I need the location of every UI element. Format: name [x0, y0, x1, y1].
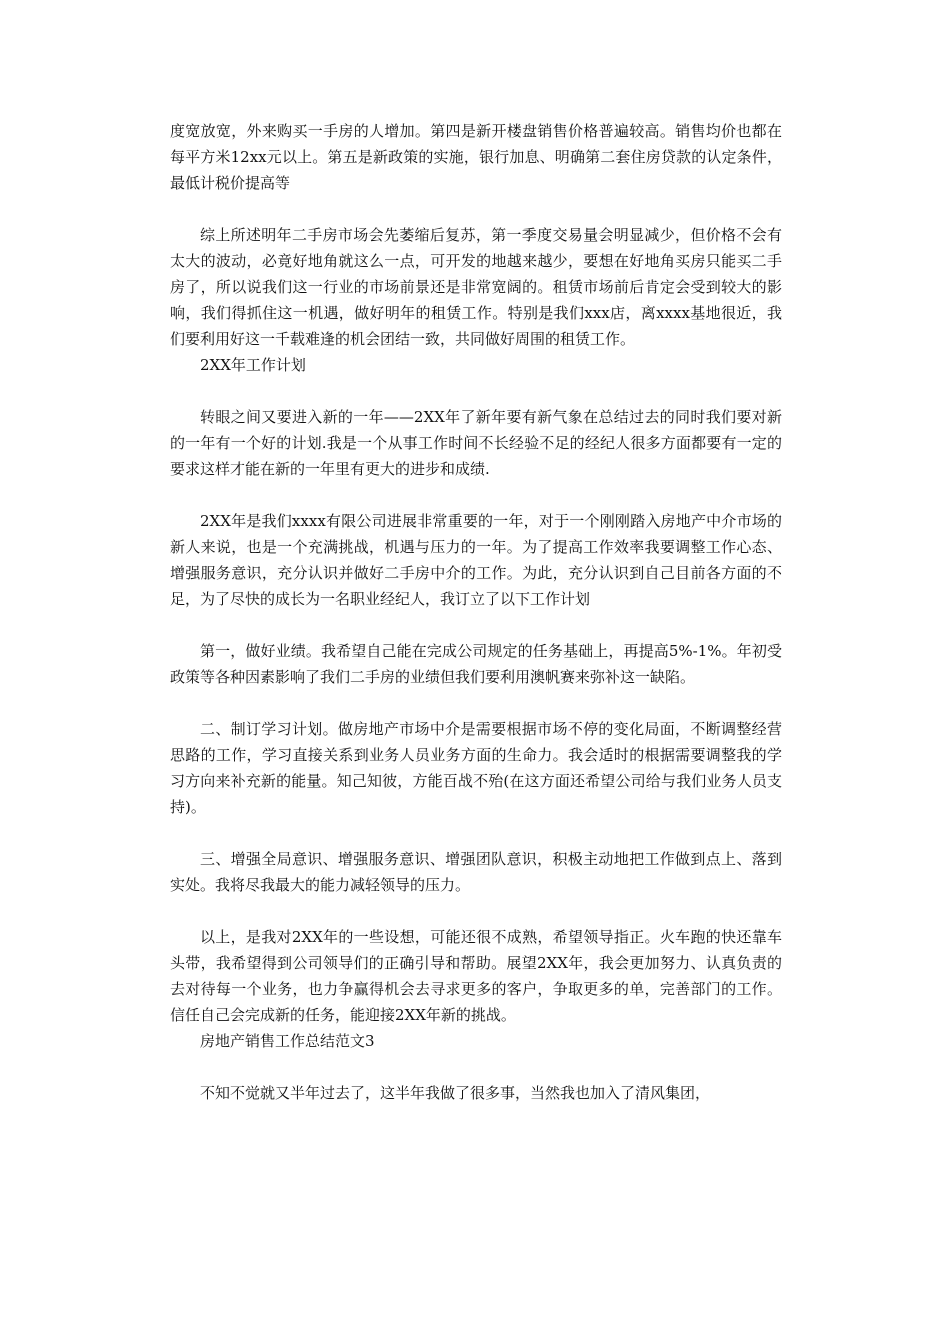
paragraph-company-year: 2XX年是我们xxxx有限公司进展非常重要的一年，对于一个刚刚踏入房地产中介市场的新人来说，也是一个充满挑战，机遇与压力的一年。为了提高工作效率我要调整工作心态、增强服务意识，充分认识并做好二手房中介的工作。为此，充分认识到自己目前各方面的不足，为了尽快的成长为一名职业经纪人，我订立了以下工作计划 [170, 512, 782, 608]
paragraph-plan-learning: 二、制订学习计划。做房地产市场中介是需要根据市场不停的变化局面，不断调整经营思路的工作，学习直接关系到业务人员业务方面的生命力。我会适时的根据需要调整我的学习方向来补充新的能量。知己知彼，方能百战不殆(在这方面还希望公司给与我们业务人员支持)。 [170, 720, 782, 816]
section-heading-sample-3: 房地产销售工作总结范文3 [200, 1032, 375, 1050]
paragraph-market-summary: 综上所述明年二手房市场会先萎缩后复苏，第一季度交易量会明显减少，但价格不会有太大的波动，必竟好地角就这么一点，可开发的地越来越少，要想在好地角买房只能买二手房了，所以说我们这一行业的市场前景还是非常宽阔的。租赁市场前后肯定会受到较大的影响，我们得抓住这一机遇，做好明年的租赁工作。特别是我们xxx店，离xxxx基地很近，我们要利用好这一千载难逢的机会团结一致，共同做好周围的租赁工作。 [170, 226, 782, 348]
paragraph-new-year-intro: 转眼之间又要进入新的一年——2XX年了新年要有新气象在总结过去的同时我们要对新的一年有一个好的计划.我是一个从事工作时间不长经验不足的经纪人很多方面都要有一定的要求这样才能在新的一年里有更大的进步和成绩. [170, 408, 782, 478]
paragraph-market-factors: 度宽放宽，外来购买一手房的人增加。第四是新开楼盘销售价格普遍较高。销售均价也都在每平方米12xx元以上。第五是新政策的实施，银行加息、明确第二套住房贷款的认定条件，最低计税价提高等 [170, 122, 782, 192]
paragraph-plan-performance: 第一，做好业绩。我希望自己能在完成公司规定的任务基础上，再提高5%-1%。年初受政策等各种因素影响了我们二手房的业绩但我们要利用澳帆赛来弥补这一缺陷。 [170, 642, 782, 686]
document-page [170, 118, 782, 1106]
paragraph-conclusion: 以上，是我对2XX年的一些设想，可能还很不成熟，希望领导指正。火车跑的快还靠车头带，我希望得到公司领导们的正确引导和帮助。展望2XX年，我会更加努力、认真负责的去对待每一个业务，也力争赢得机会去寻求更多的客户，争取更多的单，完善部门的工作。信任自己会完成新的任务，能迎接2XX年新的挑战。 [170, 928, 782, 1024]
paragraph-plan-awareness: 三、增强全局意识、增强服务意识、增强团队意识，积极主动地把工作做到点上、落到实处。我将尽我最大的能力减轻领导的压力。 [170, 850, 782, 894]
section-heading-work-plan: 2XX年工作计划 [200, 356, 306, 374]
paragraph-half-year: 不知不觉就又半年过去了，这半年我做了很多事，当然我也加入了清风集团， [200, 1084, 711, 1102]
